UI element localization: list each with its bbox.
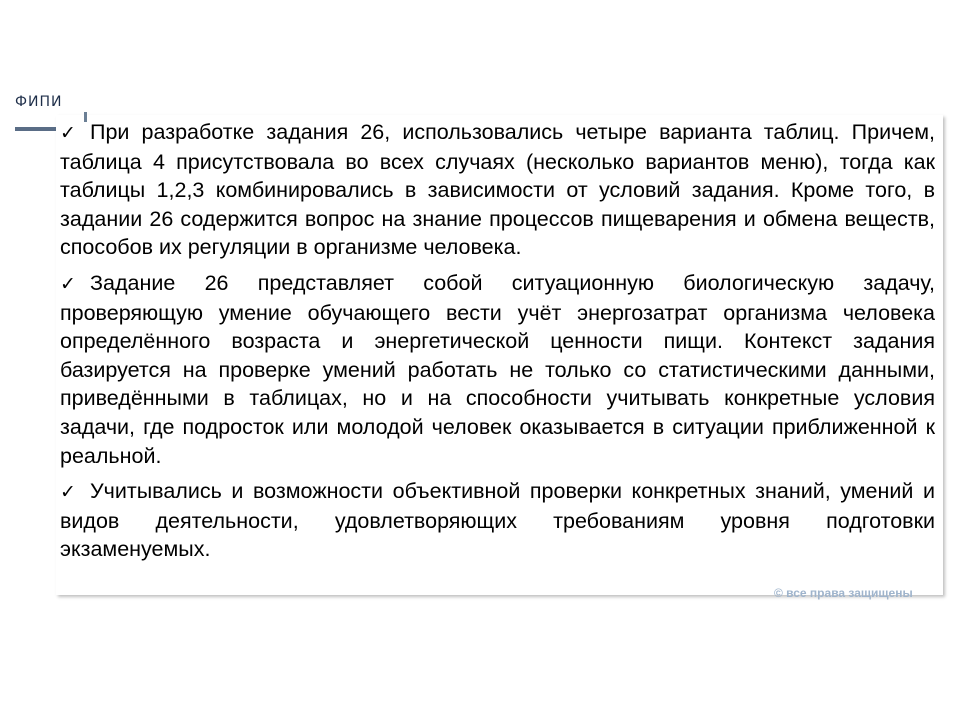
paragraph-1 (60, 118, 935, 262)
paragraph-1-text: При разработке задания 26, использовались четыре варианта таблиц. Причем, таблица 4 присутствовала во всех случаях (несколько вариантов меню), тогда как таблицы 1,2,3 комбинировались в зависимости от условий задания. Кроме того, в задании 26 содержится вопрос на знание процессов пищеварения и обмена веществ, способов их регуляции в организме человека. (60, 120, 935, 260)
content-box (56, 115, 943, 600)
paragraph-2 (60, 269, 935, 470)
checkmark-icon: ✓ (60, 272, 76, 295)
copyright-note: © все права защищены (774, 586, 913, 600)
header-label: ФИПИ (15, 94, 63, 110)
paragraph-2-text: Задание 26 представляет собой ситуационную биологическую задачу, проверяющую умение обучающего вести учёт энергозатрат организма человека определённого возраста и энергетической ценности пищи. Контекст задания базируется на проверке умений работать не только со статистическими данными, приведёнными в таблицах, но и на способности учитывать конкретные условия задачи, где подросток или молодой человек оказывается в ситуации приближенной к реальной. (60, 270, 935, 468)
header-divider (15, 127, 61, 131)
checkmark-icon: ✓ (60, 481, 76, 504)
paragraph-3 (60, 477, 935, 564)
checkmark-icon: ✓ (60, 122, 76, 144)
paragraph-3-text: Учитывались и возможности объективной проверки конкретных знаний, умений и видов деятельности, удовлетворяющих требованиям уровня подготовки экзаменуемых. (60, 479, 935, 562)
content-text (60, 118, 935, 571)
